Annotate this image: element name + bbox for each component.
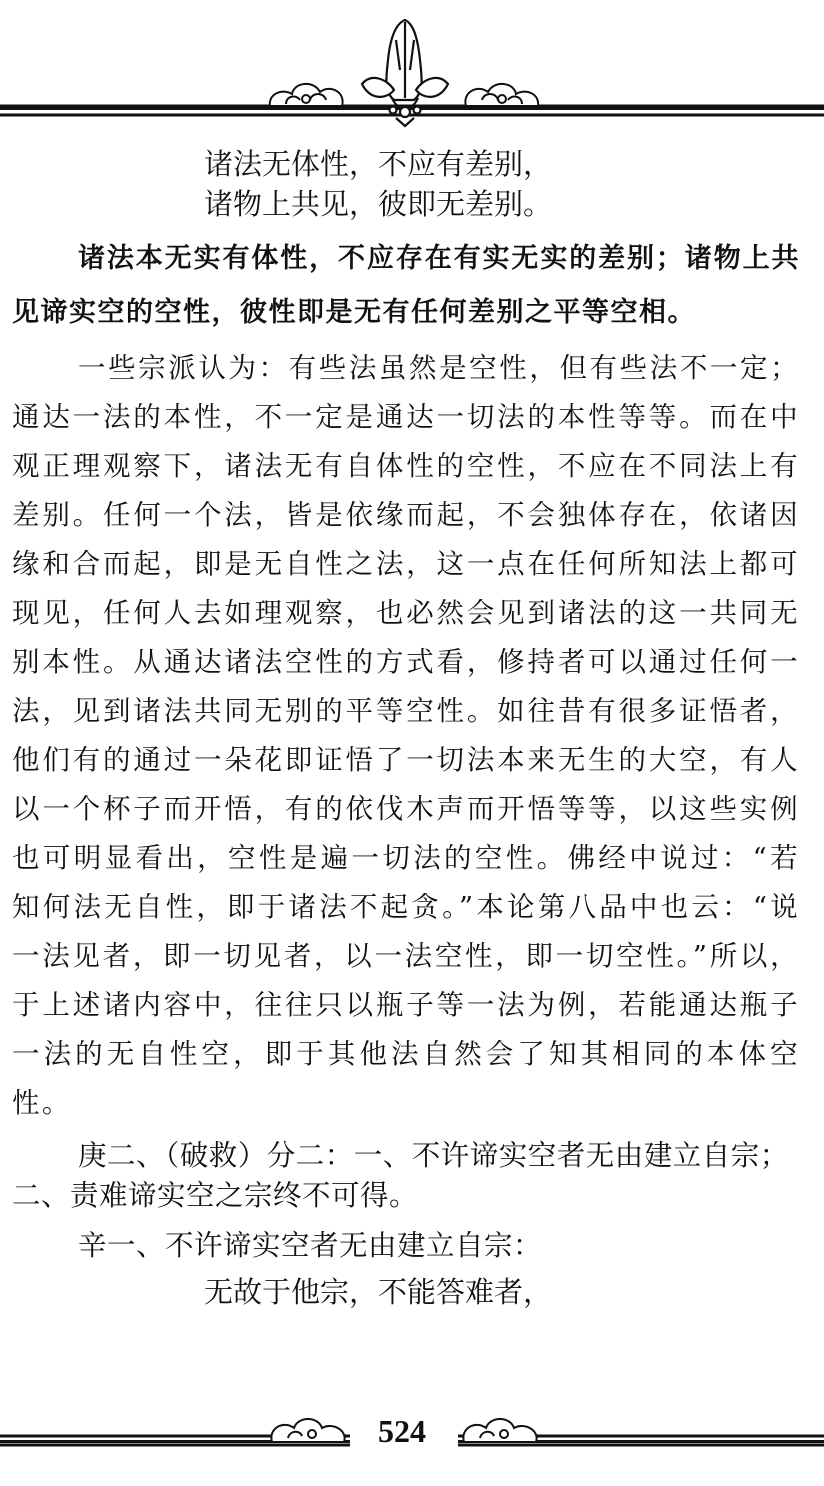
root-verse-line: 诸物上共见，彼即无差别。 <box>204 187 553 221</box>
subsection-heading: 辛一、不许谛实空者无由建立自宗： <box>78 1229 543 1262</box>
praying-hands-emblem-icon <box>362 20 448 126</box>
header-ornament <box>0 0 824 135</box>
left-cloud-icon <box>270 84 343 106</box>
root-verse-line: 诸法无体性，不应有差别， <box>204 147 553 181</box>
footer-right-cloud-icon <box>463 1419 536 1442</box>
page-number: 524 <box>378 1413 426 1449</box>
commentary-paragraph: 一些宗派认为：有些法虽然是空性，但有些法不一定；通达一法的本性，不一定是通达一切法的本性等等。而在中观正理观察下，诸法无有自体性的空性，不应在不同法上有差别。任何一个法，皆是依缘而起，不会独体存在，依诸因缘和合而起，即是无自性之法，这一点在任何所知法上都可现见，任何人去如理观察，也必然会见到诸法的这一共同无别本性。从通达诸法空性的方式看，修持者可以通过任何一法，见到诸法共同无别的平等空性。如往昔有很多证悟者，他们有的通过一朵花即证悟了一切法本来无生的大空，有人以一个杯子而开悟，有的依伐木声而开悟等等，以这些实例也可明显看出，空性是遍一切法的空性。佛经中说过：“若知何法无自性，即于诸法不起贪。”本论第八品中也云：“说一法见者，即一切见者，以一法空性，即一切空性。”所以，于上述诸内容中，往往只以瓶子等一法为例，若能通达瓶子一法的无自性空，即于其他法自然会了知其相同的本体空性。 <box>12 352 800 1119</box>
root-verse-line: 无故于他宗，不能答难者， <box>204 1275 553 1309</box>
footer-left-cloud-icon <box>271 1419 344 1442</box>
page-content <box>12 140 800 1312</box>
verse-summary: 诸法本无实有体性，不应存在有实无实的差别；诸物上共见谛实空的空性，彼性即是无有任何差别之平等空相。 <box>12 243 800 328</box>
right-cloud-icon <box>465 84 538 106</box>
section-heading: 庚二、（破救）分二：一、不许谛实空者无由建立自宗；二、责难谛实空之宗终不可得。 <box>12 1139 789 1212</box>
